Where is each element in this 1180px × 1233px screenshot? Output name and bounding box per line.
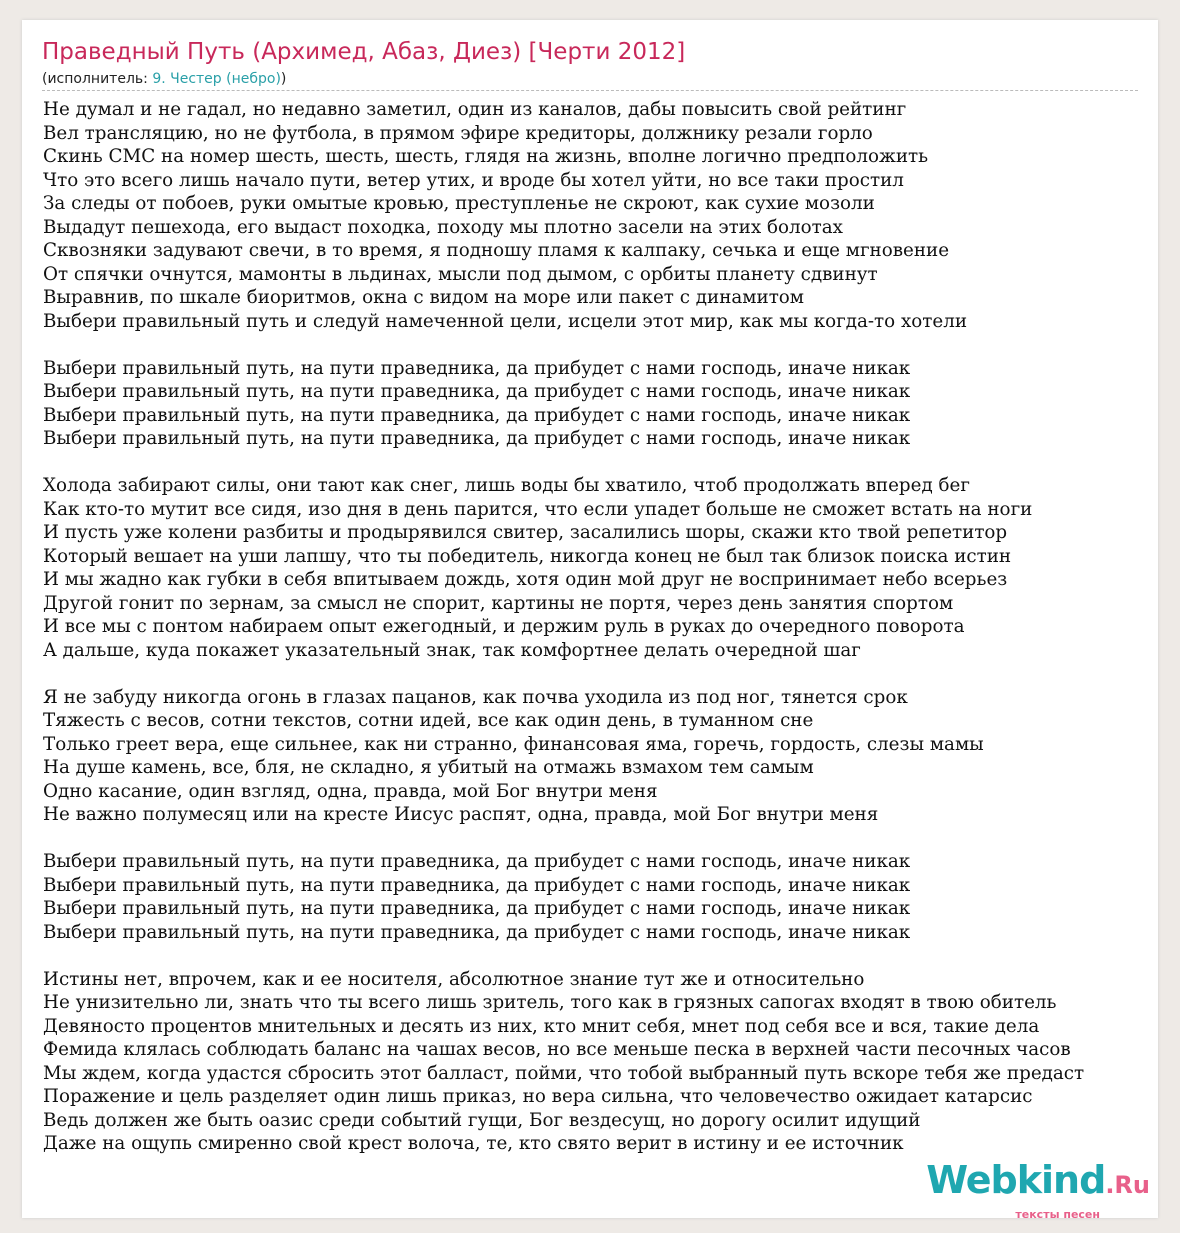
lyric-line: Ведь должен же быть оазис среди событий гущи, Бог вездесущ, но дорогу осилит идущий [43, 1109, 921, 1131]
lyric-line: Выравнив, по шкале биоритмов, окна с видом на море или пакет с динамитом [43, 287, 805, 308]
artist-prefix: (исполнитель: [42, 71, 153, 87]
lyric-line: Холода забирают силы, они тают как снег, лишь воды бы хватило, чтоб продолжать вперед бег [43, 475, 970, 496]
logo-brand: Webkind [926, 1158, 1106, 1202]
lyric-line: Только греет вера, еще сильнее, как ни странно, финансовая яма, горечь, гордость, слезы мамы [43, 733, 984, 755]
divider [42, 90, 1138, 91]
lyric-line: Что это всего лишь начало пути, ветер утих, и вроде бы хотел уйти, но все таки простил [43, 169, 904, 191]
lyric-line: От спячки очнутся, мамонты в льдинах, мысли под дымом, с орбиты планету сдвинут [43, 263, 878, 285]
lyric-line: Вел трансляцию, но не футбола, в прямом эфире кредиторы, должнику резали горло [43, 122, 873, 144]
lyric-line: Выбери правильный путь, на пути праведника, да прибудет с нами господь, иначе никак [43, 381, 911, 402]
lyric-line: Я не забуду никогда огонь в глазах пацанов, как почва уходила из под ног, тянется срок [43, 686, 908, 708]
lyric-line: И пусть уже колени разбиты и продырявился свитер, засалились шоры, скажи кто твой репетитор [43, 522, 1008, 543]
lyric-line: Выбери правильный путь, на пути праведника, да прибудет с нами господь, иначе никак [43, 921, 911, 943]
lyric-line: Не думал и не гадал, но недавно заметил, один из каналов, дабы повысить свой рейтинг [43, 99, 907, 120]
logo-tagline: тексты песен [1015, 1208, 1100, 1221]
lyric-line: Истины нет, впрочем, как и ее носителя, абсолютное знание тут же и относительно [43, 968, 865, 990]
lyric-line [43, 451, 1084, 475]
lyric-line: Выбери правильный путь, на пути праведника, да прибудет с нами господь, иначе никак [43, 851, 911, 872]
lyric-line: Другой гонит по зернам, за смысл не спорит, картины не портя, через день занятия спортом [43, 592, 954, 614]
lyric-line [43, 944, 1084, 968]
lyric-line: Девяносто процентов мнительных и десять из них, кто мнит себя, мнет под себя все и вся, такие дела [43, 1015, 1040, 1037]
artist-link[interactable]: 9. Честер (небро) [152, 71, 281, 87]
page-title: Праведный Путь (Архимед, Абаз, Диез) [Черти 2012] [42, 39, 686, 65]
lyric-line: И мы жадно как губки в себя впитываем дождь, хотя один мой друг не воспринимает небо всерьез [43, 569, 1008, 590]
lyric-line: Выдадут пешехода, его выдаст походка, походу мы плотно засели на этих болотах [43, 216, 843, 238]
lyric-line [43, 662, 1084, 686]
lyric-line: Тяжесть с весов, сотни текстов, сотни идей, все как один день, в туманном сне [43, 710, 814, 731]
lyric-line: Выбери правильный путь, на пути праведника, да прибудет с нами господь, иначе никак [43, 357, 911, 379]
lyric-line: Выбери правильный путь, на пути праведника, да прибудет с нами господь, иначе никак [43, 428, 911, 449]
lyric-line: Выбери правильный путь, на пути праведника, да прибудет с нами господь, иначе никак [43, 874, 911, 896]
artist-suffix: ) [280, 71, 287, 87]
lyric-line: За следы от побоев, руки омытые кровью, преступленье не скроют, как сухие мозоли [43, 193, 875, 214]
lyric-line: Который вешает на уши лапшу, что ты победитель, никогда конец не был так близок поиска истин [43, 545, 1012, 567]
logo-tld: .Ru [1105, 1171, 1150, 1199]
lyric-line: Фемида клялась соблюдать баланс на чашах весов, но все меньше песка в верхней части песочных часов [43, 1039, 1071, 1060]
artist-line [42, 70, 286, 88]
lyric-line: Выбери правильный путь, на пути праведника, да прибудет с нами господь, иначе никак [43, 404, 911, 426]
lyric-line: Выбери правильный путь, на пути праведника, да прибудет с нами господь, иначе никак [43, 898, 911, 919]
lyric-line: Как кто-то мутит все сидя, изо дня в день парится, что если упадет больше не сможет встать на ноги [43, 498, 1033, 520]
lyrics-text [43, 98, 1084, 1156]
lyric-line: Не важно полумесяц или на кресте Иисус распят, одна, правда, мой Бог внутри меня [43, 804, 879, 825]
lyric-line [43, 333, 1084, 357]
lyric-line: И все мы с понтом набираем опыт ежегодный, и держим руль в руках до очередного поворота [43, 616, 965, 637]
lyric-line: Одно касание, один взгляд, одна, правда, мой Бог внутри меня [43, 780, 658, 802]
lyric-line: Даже на ощупь смиренно свой крест волоча, те, кто свято верит в истину и ее источник [43, 1133, 904, 1154]
lyric-line: Поражение и цель разделяет один лишь приказ, но вера сильна, что человечество ожидает катарсис [43, 1086, 1033, 1107]
site-logo[interactable] [926, 1160, 1150, 1221]
lyric-line: Выбери правильный путь и следуй намеченной цели, исцели этот мир, как мы когда-то хотели [43, 310, 968, 332]
lyric-line: Мы ждем, когда удастся сбросить этот балласт, пойми, что тобой выбранный путь вскоре тебя же предаст [43, 1062, 1085, 1084]
lyric-line: Сквозняки задувают свечи, в то время, я подношу пламя к калпаку, сечька и еще мгновение [43, 240, 950, 261]
lyrics-card [22, 20, 1158, 1221]
lyric-line: Не унизительно ли, знать что ты всего лишь зритель, того как в грязных сапогах входят в твою обитель [43, 992, 1057, 1013]
lyric-line [43, 827, 1084, 851]
lyric-line: А дальше, куда покажет указательный знак, так комфортнее делать очередной шаг [43, 639, 861, 661]
lyric-line: Скинь СМС на номер шесть, шесть, шесть, глядя на жизнь, вполне логично предположить [43, 146, 929, 167]
lyric-line: На душе камень, все, бля, не складно, я убитый на отмажь взмахом тем самым [43, 757, 814, 778]
